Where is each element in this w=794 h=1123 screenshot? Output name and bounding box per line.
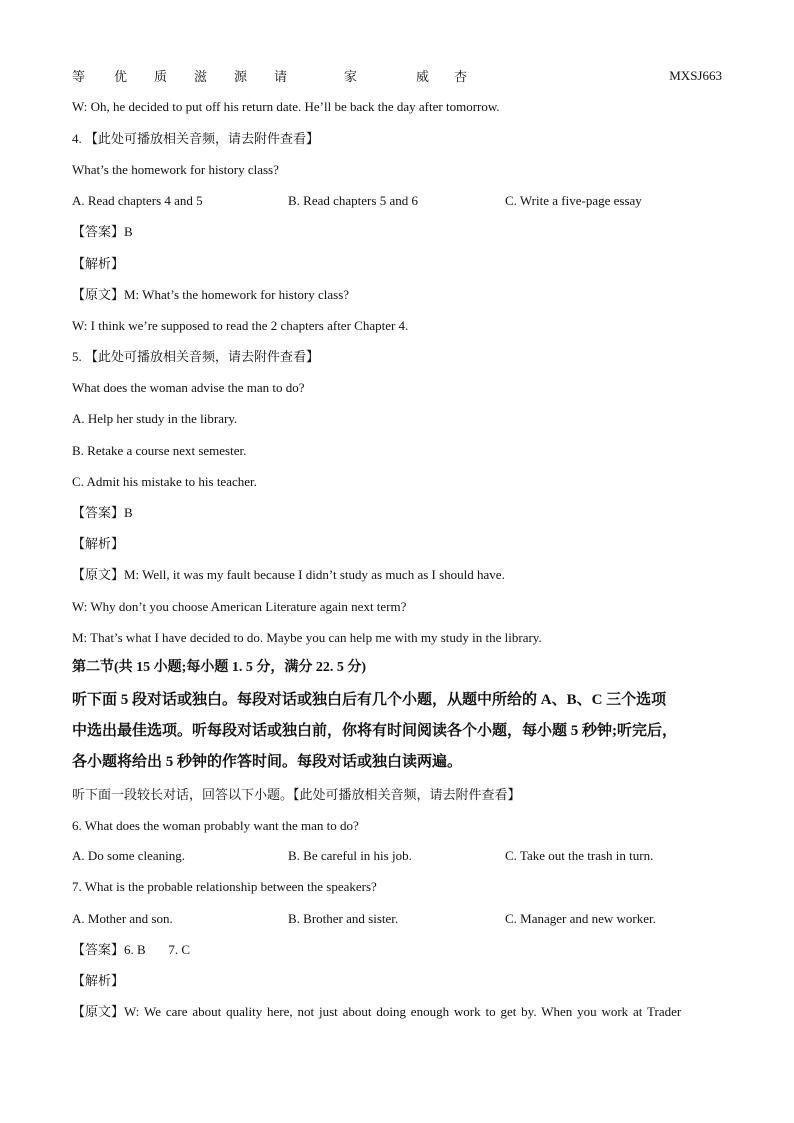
question-number-5: 5. 【此处可播放相关音频，请去附件查看】 bbox=[72, 349, 320, 364]
section-instructions: 中选出最佳选项。听每段对话或独白前，你将有时间阅读各个小题，每小题 5 秒钟;听完后， bbox=[72, 723, 677, 739]
dialog-intro: 听下面一段较长对话，回答以下小题。【此处可播放相关音频，请去附件查看】 bbox=[72, 787, 521, 802]
question-text: What’s the homework for history class? bbox=[72, 162, 279, 177]
header-watermark-text bbox=[72, 66, 484, 85]
answer-label: 【答案】6. B 7. C bbox=[72, 942, 191, 957]
header-char: 等 bbox=[72, 69, 86, 84]
section-title: 第二节(共 15 小题;每小题 1. 5 分，满分 22. 5 分) bbox=[72, 660, 366, 675]
answer-label: 【答案】B bbox=[72, 505, 133, 520]
header-char: 请 bbox=[274, 69, 288, 84]
question-text: 7. What is the probable relationship between the speakers? bbox=[72, 879, 377, 894]
analysis-label: 【解析】 bbox=[72, 973, 125, 988]
original-text: 【原文】M: What’s the homework for history class? bbox=[72, 287, 350, 302]
question-text: What does the woman advise the man to do? bbox=[72, 380, 305, 395]
option-c: C. Admit his mistake to his teacher. bbox=[72, 474, 257, 489]
original-text: 【原文】W: We care about quality here, not just about doing enough work to get by. When you work at Trader bbox=[72, 1004, 682, 1019]
header-char: 杏 bbox=[454, 69, 468, 84]
page-header bbox=[72, 66, 722, 85]
option-a: A. Do some cleaning. bbox=[72, 848, 186, 863]
option-a: A. Help her study in the library. bbox=[72, 411, 238, 426]
header-char: 威 bbox=[416, 69, 430, 84]
dialog-line: M: That’s what I have decided to do. Maybe you can help me with my study in the library. bbox=[72, 630, 542, 645]
option-b: B. Be careful in his job. bbox=[288, 848, 412, 863]
option-a: A. Read chapters 4 and 5 bbox=[72, 193, 203, 208]
dialog-line: W: I think we’re supposed to read the 2 chapters after Chapter 4. bbox=[72, 318, 409, 333]
header-char: 源 bbox=[234, 69, 248, 84]
dialog-line: W: Oh, he decided to put off his return date. He’ll be back the day after tomorrow. bbox=[72, 99, 500, 114]
section-instructions: 各小题将给出 5 秒钟的作答时间。每段对话或独白读两遍。 bbox=[72, 754, 463, 770]
header-char: 质 bbox=[154, 69, 168, 84]
header-char: 家 bbox=[344, 69, 358, 84]
header-code: MXSJ663 bbox=[669, 67, 722, 83]
option-b: B. Read chapters 5 and 6 bbox=[288, 193, 418, 208]
answer-label: 【答案】B bbox=[72, 224, 133, 239]
header-char: 优 bbox=[114, 69, 128, 84]
analysis-label: 【解析】 bbox=[72, 536, 125, 551]
option-c: C. Write a five-page essay bbox=[505, 193, 642, 208]
question-number-4: 4. 【此处可播放相关音频，请去附件查看】 bbox=[72, 131, 320, 146]
option-b: B. Retake a course next semester. bbox=[72, 443, 247, 458]
original-text: 【原文】M: Well, it was my fault because I didn’t study as much as I should have. bbox=[72, 567, 505, 582]
header-char: 滋 bbox=[194, 69, 208, 84]
section-instructions: 听下面 5 段对话或独白。每段对话或独白后有几个小题，从题中所给的 A、B、C 三个选项 bbox=[72, 692, 667, 708]
analysis-label: 【解析】 bbox=[72, 256, 125, 271]
option-c: C. Manager and new worker. bbox=[505, 911, 656, 926]
dialog-line: W: Why don’t you choose American Literature again next term? bbox=[72, 599, 407, 614]
option-c: C. Take out the trash in turn. bbox=[505, 848, 654, 863]
question-text: 6. What does the woman probably want the man to do? bbox=[72, 818, 359, 833]
option-b: B. Brother and sister. bbox=[288, 911, 399, 926]
option-a: A. Mother and son. bbox=[72, 911, 173, 926]
